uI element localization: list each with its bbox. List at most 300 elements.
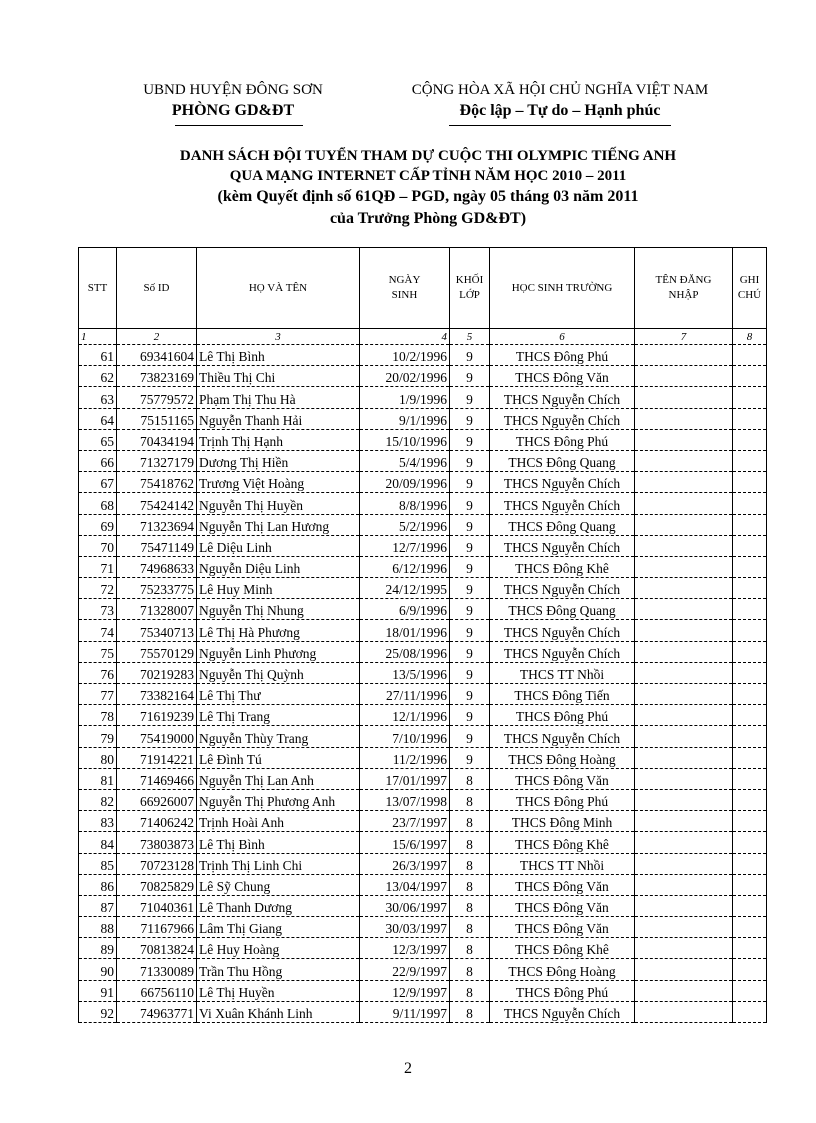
cell-id: 73823169 [117,366,197,387]
cell-stt: 80 [79,747,117,768]
cell-note [733,535,767,556]
header-school: HỌC SINH TRƯỜNG [490,248,635,329]
cell-id: 73803873 [117,832,197,853]
cell-note [733,514,767,535]
cell-grade: 8 [450,874,490,895]
cell-school: THCS Nguyễn Chích [490,726,635,747]
cell-dob: 10/2/1996 [360,345,450,366]
cell-name: Nguyễn Thị Nhung [197,599,360,620]
cell-grade: 9 [450,472,490,493]
title-line-2: QUA MẠNG INTERNET CẤP TỈNH NĂM HỌC 2010 – 2011 [229,168,627,184]
cell-school: THCS Đông Khê [490,938,635,959]
cell-name: Thiều Thị Chi [197,366,360,387]
cell-school: THCS Đông Hoàng [490,747,635,768]
cell-dob: 12/9/1997 [360,980,450,1001]
cell-login [635,493,733,514]
table-row [79,895,767,916]
cell-grade: 9 [450,514,490,535]
cell-stt: 62 [79,366,117,387]
cell-login [635,662,733,683]
cell-grade: 8 [450,895,490,916]
table-row [79,1001,767,1022]
cell-note [733,853,767,874]
cell-name: Nguyễn Thị Phương Anh [197,789,360,810]
participant-table [78,247,767,1023]
cell-school: THCS Nguyễn Chích [490,387,635,408]
cell-login [635,366,733,387]
cell-stt: 89 [79,938,117,959]
cell-stt: 61 [79,345,117,366]
cell-dob: 12/1/1996 [360,705,450,726]
table-row [79,789,767,810]
cell-note [733,641,767,662]
table-row [79,578,767,599]
cell-dob: 5/4/1996 [360,450,450,471]
cell-login [635,535,733,556]
cell-dob: 6/9/1996 [360,599,450,620]
cell-dob: 18/01/1996 [360,620,450,641]
cell-note [733,789,767,810]
cell-id: 75419000 [117,726,197,747]
cell-grade: 8 [450,980,490,1001]
cell-note [733,493,767,514]
cell-id: 71406242 [117,811,197,832]
cell-id: 71167966 [117,917,197,938]
cell-note [733,747,767,768]
cell-school: THCS Đông Văn [490,874,635,895]
cell-dob: 13/04/1997 [360,874,450,895]
cell-id: 71327179 [117,450,197,471]
cell-school: THCS Đông Văn [490,917,635,938]
cell-id: 69341604 [117,345,197,366]
table-row [79,620,767,641]
cell-note [733,662,767,683]
cell-note [733,874,767,895]
cell-id: 71323694 [117,514,197,535]
cell-stt: 75 [79,641,117,662]
cell-school: THCS Đông Văn [490,768,635,789]
cell-id: 73382164 [117,684,197,705]
cell-grade: 9 [450,747,490,768]
cell-dob: 15/10/1996 [360,429,450,450]
dept-underline [175,125,303,126]
cell-name: Lê Huy Minh [197,578,360,599]
cell-grade: 8 [450,853,490,874]
cell-stt: 66 [79,450,117,471]
cell-grade: 9 [450,345,490,366]
cell-id: 75424142 [117,493,197,514]
cell-dob: 8/8/1996 [360,493,450,514]
cell-stt: 77 [79,684,117,705]
cell-grade: 8 [450,959,490,980]
cell-name: Nguyễn Diệu Linh [197,556,360,577]
cell-school: THCS TT Nhồi [490,853,635,874]
cell-name: Trần Thu Hồng [197,959,360,980]
cell-login [635,429,733,450]
cell-school: THCS Đông Quang [490,514,635,535]
cell-stt: 79 [79,726,117,747]
table-row [79,450,767,471]
header-note: GHI CHÚ [733,248,767,329]
cell-stt: 92 [79,1001,117,1022]
table-row [79,535,767,556]
cell-stt: 63 [79,387,117,408]
cell-grade: 9 [450,387,490,408]
cell-dob: 11/2/1996 [360,747,450,768]
cell-id: 66926007 [117,789,197,810]
cell-dob: 25/08/1996 [360,641,450,662]
nation-name: CỘNG HÒA XÃ HỘI CHỦ NGHĨA VIỆT NAM [411,82,709,98]
cell-login [635,959,733,980]
cell-name: Lê Thị Bình [197,345,360,366]
cell-grade: 9 [450,726,490,747]
cell-note [733,832,767,853]
table-header-row [79,248,767,329]
cell-school: THCS Đông Văn [490,895,635,916]
table-row [79,938,767,959]
table-row [79,832,767,853]
column-number-row [79,329,767,345]
cell-dob: 26/3/1997 [360,853,450,874]
cell-grade: 9 [450,366,490,387]
cell-stt: 74 [79,620,117,641]
header-left [128,80,338,122]
table-row [79,662,767,683]
cell-login [635,874,733,895]
table-row [79,726,767,747]
title-line-4: của Trưởng Phòng GD&ĐT) [329,210,527,227]
col-number: 2 [117,329,197,345]
cell-school: THCS Nguyễn Chích [490,578,635,599]
col-number: 5 [450,329,490,345]
cell-name: Lê Đình Tú [197,747,360,768]
cell-stt: 65 [79,429,117,450]
cell-name: Nguyễn Linh Phương [197,641,360,662]
cell-grade: 9 [450,578,490,599]
cell-name: Lê Diệu Linh [197,535,360,556]
cell-stt: 86 [79,874,117,895]
cell-stt: 68 [79,493,117,514]
header-grade: KHỐI LỚP [450,248,490,329]
cell-school: THCS Đông Phú [490,705,635,726]
cell-grade: 9 [450,429,490,450]
table-row [79,705,767,726]
cell-id: 70219283 [117,662,197,683]
cell-login [635,599,733,620]
cell-note [733,959,767,980]
cell-id: 70825829 [117,874,197,895]
cell-note [733,472,767,493]
cell-login [635,578,733,599]
cell-login [635,705,733,726]
cell-dob: 6/12/1996 [360,556,450,577]
cell-school: THCS Đông Khê [490,556,635,577]
cell-login [635,514,733,535]
page-number: 2 [404,1060,412,1077]
col-number: 1 [79,329,117,345]
table-row [79,684,767,705]
cell-dob: 1/9/1996 [360,387,450,408]
cell-grade: 9 [450,705,490,726]
cell-name: Trịnh Thị Hạnh [197,429,360,450]
cell-login [635,789,733,810]
cell-id: 74963771 [117,1001,197,1022]
cell-dob: 24/12/1995 [360,578,450,599]
cell-login [635,641,733,662]
document-title [100,146,756,230]
table-row [79,980,767,1001]
cell-id: 70723128 [117,853,197,874]
dept-name: PHÒNG GD&ĐT [171,102,295,119]
table-row [79,556,767,577]
cell-id: 75471149 [117,535,197,556]
cell-name: Phạm Thị Thu Hà [197,387,360,408]
col-number: 8 [733,329,767,345]
cell-note [733,366,767,387]
cell-school: THCS Đông Quang [490,450,635,471]
cell-note [733,895,767,916]
cell-id: 75779572 [117,387,197,408]
cell-dob: 20/09/1996 [360,472,450,493]
cell-id: 71330089 [117,959,197,980]
cell-stt: 88 [79,917,117,938]
cell-note [733,620,767,641]
cell-stt: 73 [79,599,117,620]
cell-stt: 76 [79,662,117,683]
cell-stt: 78 [79,705,117,726]
cell-stt: 69 [79,514,117,535]
cell-login [635,450,733,471]
cell-stt: 83 [79,811,117,832]
cell-id: 71619239 [117,705,197,726]
cell-login [635,980,733,1001]
cell-note [733,726,767,747]
cell-id: 75233775 [117,578,197,599]
table-row [79,874,767,895]
cell-name: Nguyễn Thị Huyền [197,493,360,514]
table-row [79,959,767,980]
cell-login [635,1001,733,1022]
cell-dob: 13/07/1998 [360,789,450,810]
header-right [380,80,740,122]
cell-school: THCS Nguyễn Chích [490,641,635,662]
cell-stt: 67 [79,472,117,493]
header-name: HỌ VÀ TÊN [197,248,360,329]
cell-id: 70434194 [117,429,197,450]
cell-note [733,345,767,366]
title-line-3: (kèm Quyết định số 61QĐ – PGD, ngày 05 tháng 03 năm 2011 [217,188,639,205]
cell-note [733,938,767,959]
cell-name: Lê Sỹ Chung [197,874,360,895]
table-row [79,599,767,620]
cell-dob: 22/9/1997 [360,959,450,980]
cell-school: THCS Đông Phú [490,345,635,366]
cell-school: THCS TT Nhồi [490,662,635,683]
cell-grade: 9 [450,599,490,620]
cell-login [635,387,733,408]
cell-school: THCS Nguyễn Chích [490,472,635,493]
cell-note [733,429,767,450]
cell-name: Lê Huy Hoàng [197,938,360,959]
cell-dob: 27/11/1996 [360,684,450,705]
cell-grade: 8 [450,938,490,959]
cell-stt: 70 [79,535,117,556]
cell-login [635,620,733,641]
cell-id: 75151165 [117,408,197,429]
cell-school: THCS Đông Văn [490,366,635,387]
cell-login [635,853,733,874]
cell-grade: 9 [450,684,490,705]
table-row [79,387,767,408]
cell-school: THCS Nguyễn Chích [490,620,635,641]
cell-grade: 9 [450,662,490,683]
cell-stt: 82 [79,789,117,810]
cell-grade: 8 [450,832,490,853]
cell-stt: 91 [79,980,117,1001]
cell-dob: 30/06/1997 [360,895,450,916]
cell-name: Lê Thị Bình [197,832,360,853]
header-login: TÊN ĐĂNG NHẬP [635,248,733,329]
cell-note [733,917,767,938]
cell-note [733,705,767,726]
cell-grade: 8 [450,789,490,810]
cell-dob: 15/6/1997 [360,832,450,853]
cell-note [733,684,767,705]
cell-login [635,472,733,493]
cell-dob: 12/7/1996 [360,535,450,556]
cell-note [733,1001,767,1022]
table-row [79,366,767,387]
cell-note [733,811,767,832]
cell-login [635,345,733,366]
cell-school: THCS Đông Phú [490,789,635,810]
cell-grade: 9 [450,408,490,429]
cell-dob: 12/3/1997 [360,938,450,959]
cell-name: Nguyễn Thị Lan Anh [197,768,360,789]
cell-name: Nguyễn Thị Quỳnh [197,662,360,683]
cell-stt: 84 [79,832,117,853]
table-row [79,917,767,938]
cell-name: Lê Thanh Dương [197,895,360,916]
cell-name: Lê Thị Trang [197,705,360,726]
cell-dob: 7/10/1996 [360,726,450,747]
table-row [79,747,767,768]
cell-login [635,408,733,429]
cell-stt: 85 [79,853,117,874]
cell-name: Trịnh Hoài Anh [197,811,360,832]
table-row [79,345,767,366]
cell-id: 74968633 [117,556,197,577]
cell-grade: 9 [450,620,490,641]
cell-dob: 13/5/1996 [360,662,450,683]
cell-school: THCS Đông Minh [490,811,635,832]
cell-note [733,556,767,577]
cell-login [635,917,733,938]
motto: Độc lập – Tự do – Hạnh phúc [459,102,661,119]
cell-dob: 30/03/1997 [360,917,450,938]
cell-school: THCS Đông Khê [490,832,635,853]
cell-name: Dương Thị Hiền [197,450,360,471]
cell-school: THCS Đông Quang [490,599,635,620]
cell-dob: 23/7/1997 [360,811,450,832]
header-id: Số ID [117,248,197,329]
cell-name: Nguyễn Thanh Hải [197,408,360,429]
cell-note [733,450,767,471]
cell-name: Lê Thị Thư [197,684,360,705]
cell-name: Trương Việt Hoàng [197,472,360,493]
cell-note [733,980,767,1001]
cell-name: Vi Xuân Khánh Linh [197,1001,360,1022]
cell-stt: 90 [79,959,117,980]
cell-school: THCS Nguyễn Chích [490,535,635,556]
table-row [79,408,767,429]
cell-stt: 71 [79,556,117,577]
cell-login [635,726,733,747]
col-number: 4 [360,329,450,345]
table-row [79,472,767,493]
cell-stt: 81 [79,768,117,789]
cell-note [733,387,767,408]
cell-name: Lâm Thị Giang [197,917,360,938]
cell-school: THCS Đông Tiến [490,684,635,705]
table-row [79,429,767,450]
table-row [79,514,767,535]
cell-login [635,768,733,789]
cell-note [733,408,767,429]
header-dob: NGÀY SINH [360,248,450,329]
cell-id: 66756110 [117,980,197,1001]
cell-login [635,895,733,916]
col-number: 3 [197,329,360,345]
cell-dob: 17/01/1997 [360,768,450,789]
cell-note [733,578,767,599]
motto-underline [449,125,671,126]
cell-id: 70813824 [117,938,197,959]
cell-name: Trịnh Thị Linh Chi [197,853,360,874]
cell-id: 71328007 [117,599,197,620]
cell-login [635,938,733,959]
cell-grade: 8 [450,811,490,832]
title-line-1: DANH SÁCH ĐỘI TUYỂN THAM DỰ CUỘC THI OLYMPIC TIẾNG ANH [179,148,677,164]
cell-id: 75340713 [117,620,197,641]
cell-school: THCS Đông Phú [490,980,635,1001]
cell-grade: 9 [450,535,490,556]
col-number: 6 [490,329,635,345]
cell-login [635,556,733,577]
cell-id: 71040361 [117,895,197,916]
cell-stt: 72 [79,578,117,599]
cell-school: THCS Nguyễn Chích [490,493,635,514]
cell-name: Lê Thị Hà Phương [197,620,360,641]
cell-grade: 9 [450,493,490,514]
cell-stt: 87 [79,895,117,916]
cell-login [635,832,733,853]
cell-dob: 9/11/1997 [360,1001,450,1022]
cell-dob: 5/2/1996 [360,514,450,535]
cell-id: 71914221 [117,747,197,768]
cell-school: THCS Đông Hoàng [490,959,635,980]
cell-name: Nguyễn Thùy Trang [197,726,360,747]
org-name: UBND HUYỆN ĐÔNG SƠN [143,82,323,98]
cell-stt: 64 [79,408,117,429]
cell-grade: 8 [450,1001,490,1022]
table-row [79,493,767,514]
cell-name: Nguyễn Thị Lan Hương [197,514,360,535]
table-row [79,811,767,832]
cell-school: THCS Nguyễn Chích [490,1001,635,1022]
cell-school: THCS Nguyễn Chích [490,408,635,429]
cell-note [733,768,767,789]
